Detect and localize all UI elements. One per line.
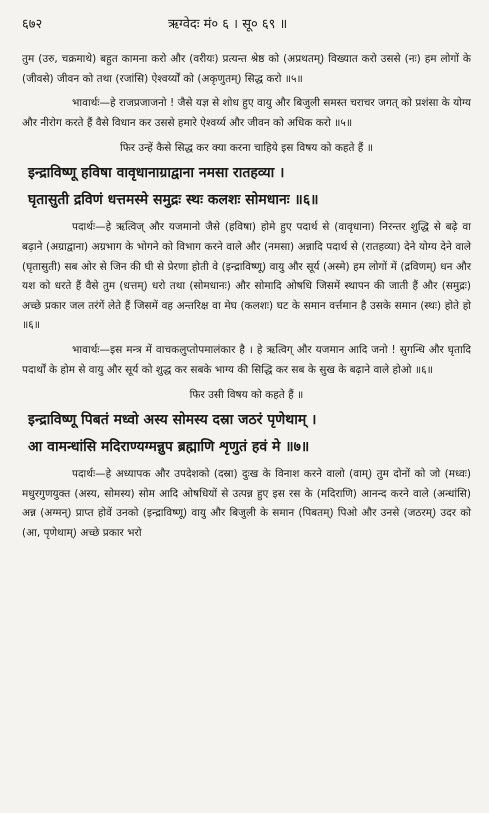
padartha-text: पदार्थः—हे ऋत्विज् और यजमानो जैसे (हविषा) होमे हुए पदार्थ से (वावृधाना) निरन्तर शुद्धि से बढ़े वा बढ़ाने (अग्राद्वाना) अग्रभाग के भोगने को विभाग करने वाले और (नमसा) अन्नादि पदार्थ से (रातहव्या) देने योग्य देने वाले (घृतासुती) सब ओर से जिन की घी से प्रेरणा होती वे (इन्द्राविष्णू) वायु और सूर्य (अस्मे) हम लोगों में (द्रविणम्) धन और यश को धरते हैं वैसे तुम (धत्तम्) धरो तथा (सोमधानः) और सोमादि ओषधि जिसमें स्थापन की जाती हैं और (समुद्रः) अच्छे प्रकार जल तरंगें लेते हैं जिसमें वह अन्तरिक्ष वा मेघ (कलशः) घट के समान वर्त्तमान है उसके समान (स्थः) होते हो ॥६॥ bbox=[22, 221, 471, 332]
running-title: ऋग्वेदः मं० ६ । सू० ६९ ॥ bbox=[167, 17, 288, 32]
section-intro: फिर उन्हें कैसे सिद्ध कर क्या करना चाहिये इस विषय को कहते हैं ॥ bbox=[119, 142, 374, 155]
mantra-line: घृतासुती द्रविणं धत्तमस्मे समुद्रः स्थः कलशः सोमधानः ॥६॥ bbox=[28, 192, 319, 209]
mantra-line: इन्द्राविष्णू हविषा वावृधानाग्राद्वाना नमसा रातहव्या । bbox=[28, 165, 285, 182]
mantra-line: आ वामन्धांसि मदिराण्यग्मन्नुप ब्रह्माणि शृणुतं हवं मे ॥७॥ bbox=[28, 439, 310, 456]
bhavartha-text: भावार्थः—इस मन्त्र में वाचकलुप्तोपमालंकार है । हे ऋत्विग् और यजमान आदि जनो ! सुगन्धि और घृतादि पदार्थों के होम से वायु और सूर्य को शुद्ध कर सबके भाग्य की सिद्धि कर सब के सुख के बढ़ाने वाले होओ ॥६॥ bbox=[22, 343, 471, 376]
mantra-line: इन्द्राविष्णू पिबतं मध्वो अस्य सोमस्य दस्रा जठरं पृणेथाम् । bbox=[28, 412, 317, 429]
page-body bbox=[22, 50, 471, 544]
page-header bbox=[22, 14, 471, 36]
padartha-text: पदार्थः—हे अध्यापक और उपदेशको (दस्रा) दुःख के विनाश करने वालो (वाम्) तुम दोनों को जो (मध्वः) मधुरगुणयुक्त (अस्य, सोमस्य) सोम आदि ओषधियों से उत्पन्न हुए इस रस के (मदिराणि) आनन्द करने वाले (अन्धांसि) अन्न (अग्मन्) प्राप्त होवें उनको (इन्द्राविष्णू) वायु और बिजुली के समान (पिबतम्) पिओ और उनसे (जठरम्) उदर को (आ, पृणेथाम्) अच्छे प्रकार भरो bbox=[22, 468, 471, 539]
section-intro: फिर उसी विषय को कहते हैं ॥ bbox=[189, 389, 304, 402]
page-number: ६७२ bbox=[22, 17, 43, 32]
padartha-text: तुम (उरु, चक्रमाथे) बहुत कामना करो और (वरीयः) प्रत्यन्त श्रेष्ठ को (अप्रथतम्) विख्यात करो उससे (नः) हम लोगों के (जीवसे) जीवन को तथा (रजांसि) ऐश्वर्य्यों को (अकृणुतम्) सिद्ध करो ॥५॥ bbox=[22, 53, 471, 85]
bhavartha-text: भावार्थः—हे राजप्रजाजनो ! जैसे यज्ञ से शोध हुए वायु और बिजुली समस्त चराचर जगत् को प्रशंसा के योग्य और नीरोग करते हैं वैसे विधान कर उससे हमारे ऐश्वर्य्य और जीवन को अधिक करो ॥५॥ bbox=[22, 97, 471, 129]
